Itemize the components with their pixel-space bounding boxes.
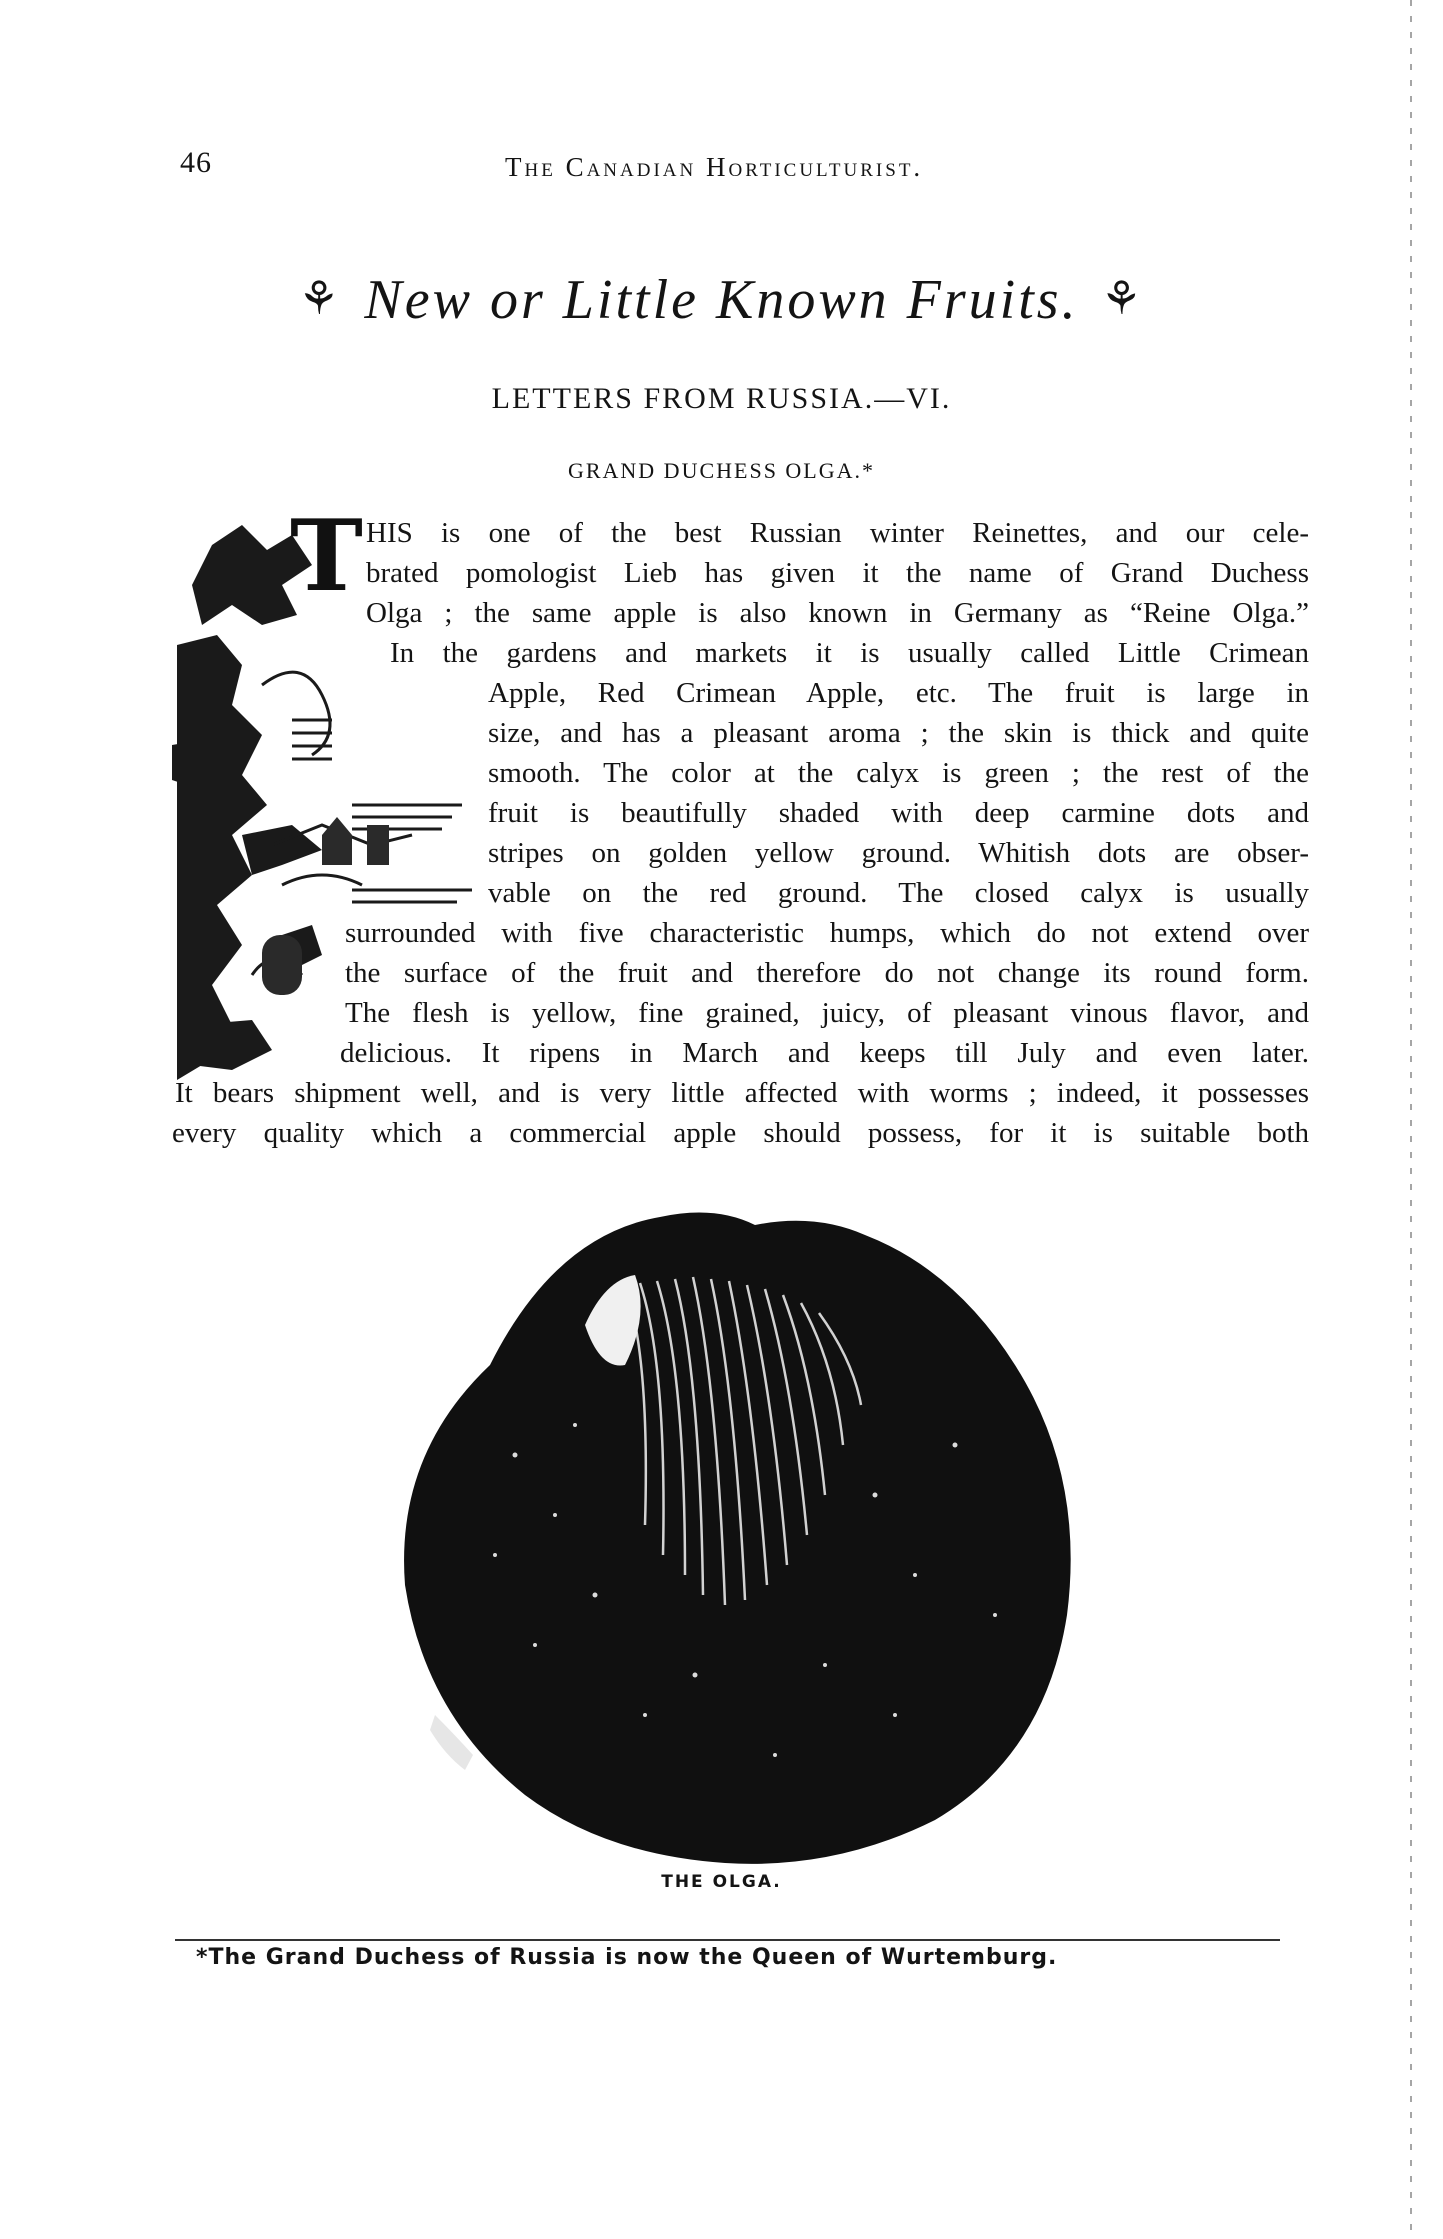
drop-cap: T	[290, 499, 363, 614]
footnote: *The Grand Duchess of Russia is now the Queen of Wurtemburg.	[196, 1945, 1058, 1970]
article-title: LETTERS FROM RUSSIA.—VI.	[491, 382, 952, 415]
footnote-rule	[175, 1939, 1280, 1941]
body-line: HIS is one of the best Russian winter Reinettes, and our cele-	[366, 517, 1309, 549]
apple-illustration	[395, 1195, 1085, 1870]
page-number: 46	[180, 146, 212, 179]
right-ornament-icon: ⚘	[1100, 273, 1145, 324]
running-head: The Canadian Horticulturist.	[505, 152, 924, 182]
body-line: brated pomologist Lieb has given it the name of Grand Duchess	[366, 557, 1309, 589]
body-line: In the gardens and markets it is usually called Little Crimean	[390, 637, 1309, 669]
page-edge-scan-artifact	[1408, 0, 1414, 2239]
body-line: smooth. The color at the calyx is green ; the rest of the	[488, 757, 1309, 789]
left-ornament-icon: ⚘	[298, 273, 343, 324]
section-title-text: New or Little Known Fruits.	[364, 269, 1079, 331]
body-line: delicious. It ripens in March and keeps till July and even later.	[340, 1037, 1309, 1069]
body-line: The flesh is yellow, fine grained, juicy, of pleasant vinous flavor, and	[345, 997, 1309, 1029]
body-line: Apple, Red Crimean Apple, etc. The fruit is large in	[488, 677, 1309, 709]
section-title	[0, 268, 1443, 332]
body-line: every quality which a commercial apple should possess, for it is suitable both	[172, 1117, 1309, 1149]
article-subtitle: GRAND DUCHESS OLGA.*	[567, 458, 876, 483]
body-line: stripes on golden yellow ground. Whitish dots are obser-	[488, 837, 1309, 869]
body-line: It bears shipment well, and is very little affected with worms ; indeed, it possesses	[175, 1077, 1309, 1109]
body-line: fruit is beautifully shaded with deep carmine dots and	[488, 797, 1309, 829]
body-line: vable on the red ground. The closed calyx is usually	[488, 877, 1309, 909]
body-line: surrounded with five characteristic humps, which do not extend over	[345, 917, 1309, 949]
body-line: Olga ; the same apple is also known in Germany as “Reine Olga.”	[366, 597, 1309, 629]
body-line: the surface of the fruit and therefore do not change its round form.	[345, 957, 1309, 989]
body-line: size, and has a pleasant aroma ; the skin is thick and quite	[488, 717, 1309, 749]
figure-caption: THE OLGA.	[661, 1872, 782, 1892]
